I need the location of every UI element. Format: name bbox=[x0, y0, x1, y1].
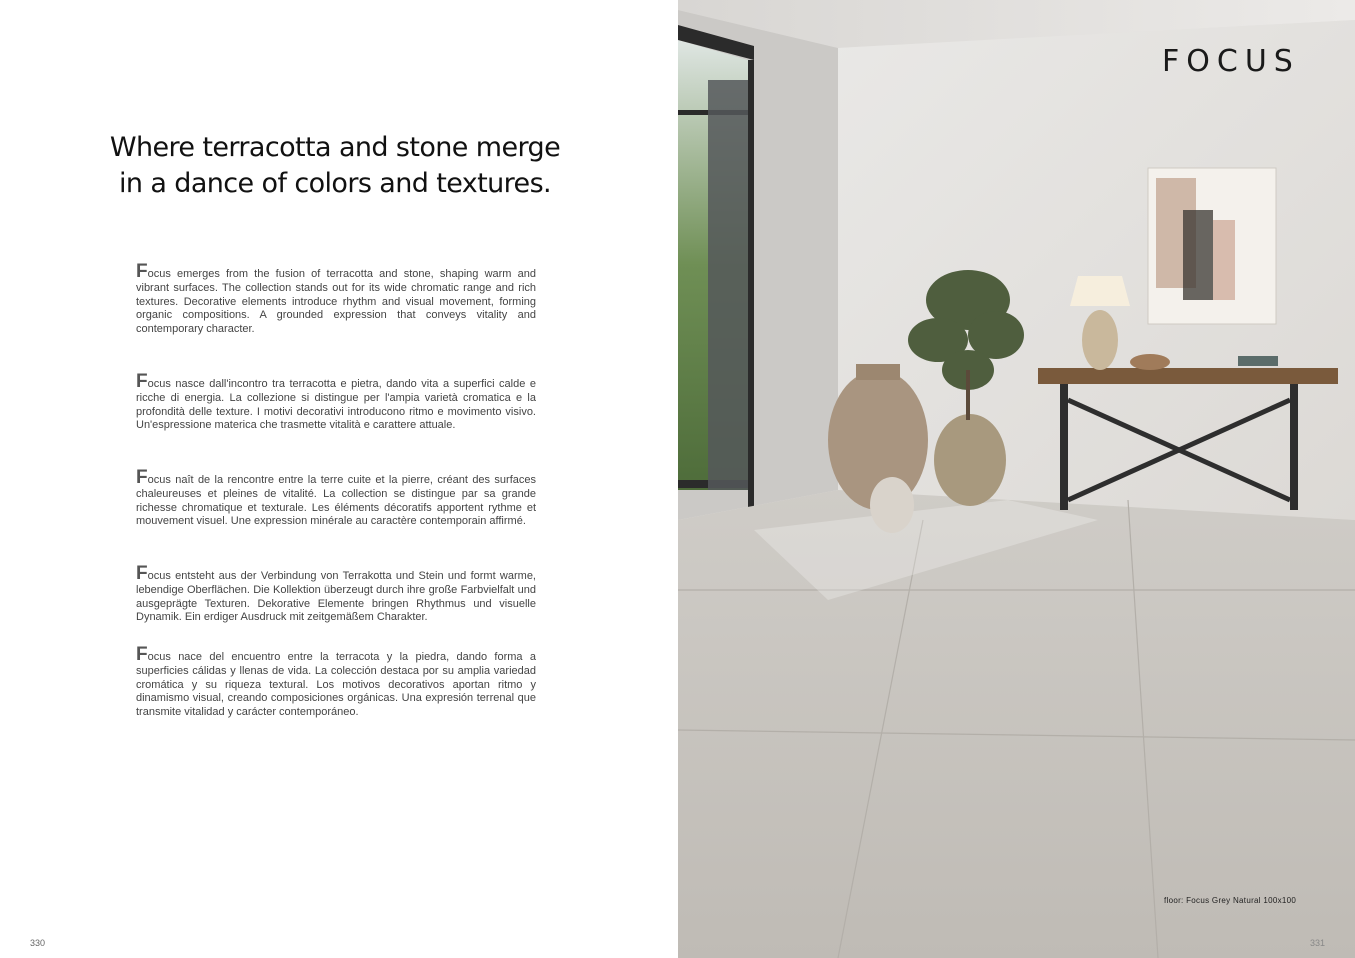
paragraph-text: ocus naît de la rencontre entre la terre cuite et la pierre, créant des surfaces chaleureuses et pleines de vitalité. La collection se distingue par sa grande richesse chromatique et texturale. Les éléments décoratifs apportent rythme et mouvement visuel. Une expression minérale au caractère contemporain affirmé. bbox=[136, 474, 536, 528]
lamp-shade bbox=[1070, 276, 1130, 306]
table-leg bbox=[1290, 384, 1298, 510]
paragraph-english bbox=[136, 261, 536, 337]
drop-cap: F bbox=[136, 261, 148, 282]
paragraph-text: ocus emerges from the fusion of terracotta and stone, shaping warm and vibrant surfaces. The collection stands out for its wide chromatic range and rich textures. Decorative elements introduce rhythm and visual movement, forming organic compositions. A grounded expression that conveys vitality and contemporary character. bbox=[136, 268, 536, 336]
photo-caption: floor: Focus Grey Natural 100x100 bbox=[1164, 896, 1297, 905]
paragraph-french bbox=[136, 467, 536, 529]
paragraph-italian bbox=[136, 371, 536, 433]
window-pillar bbox=[708, 80, 748, 490]
paragraph-text: ocus nace del encuentro entre la terracota y la piedra, dando forma a superficies cálidas y llenas de vida. La colección destaca por su amplia variedad cromática y su riqueza textural. Los motivos decorativos aportan ritmo y dinamismo visual, creando composiciones orgánicas. Una expresión terrenal que transmite vitalidad y carácter contemporáneo. bbox=[136, 651, 536, 719]
paragraph-german bbox=[136, 563, 536, 625]
drop-cap: F bbox=[136, 371, 148, 392]
bowl bbox=[1130, 354, 1170, 370]
books bbox=[1238, 356, 1278, 366]
lamp-base bbox=[1082, 310, 1118, 370]
drop-cap: F bbox=[136, 644, 148, 665]
headline-line-2: in a dance of colors and textures. bbox=[118, 168, 552, 199]
room-illustration bbox=[678, 0, 1355, 958]
headline bbox=[100, 130, 570, 202]
brand-logo: FOCUS bbox=[1162, 44, 1300, 79]
headline-line-1: Where terracotta and stone merge bbox=[109, 132, 561, 163]
page-number-right: 331 bbox=[1310, 938, 1326, 948]
drop-cap: F bbox=[136, 467, 148, 488]
drop-cap: F bbox=[136, 563, 148, 584]
page-number-left: 330 bbox=[30, 938, 46, 948]
vase-neck bbox=[856, 364, 900, 380]
plant-pot bbox=[934, 414, 1006, 506]
window-frame bbox=[748, 60, 754, 530]
table-leg bbox=[1060, 384, 1068, 510]
small-vase bbox=[870, 477, 914, 533]
paragraph-text: ocus entsteht aus der Verbindung von Terrakotta und Stein und formt warme, lebendige Oberflächen. Die Kollektion überzeugt durch ihre große Farbvielfalt und ausgeprägte Texturen. Dekorative Elemente bringen Rhythmus und visuelle Dynamik. Ein erdiger Ausdruck mit zeitgemäßem Charakter. bbox=[136, 570, 536, 624]
artwork-stroke bbox=[1213, 220, 1235, 300]
room-photo bbox=[678, 0, 1355, 958]
plant-stem bbox=[966, 370, 970, 420]
paragraph-spanish bbox=[136, 644, 536, 720]
paragraph-text: ocus nasce dall'incontro tra terracotta e pietra, dando vita a superfici calde e ricche di energia. La collezione si distingue per l'ampia varietà cromatica e la profondità delle texture. I motivi decorativi introducono ritmo e movimento visivo. Un'espressione materica che trasmette vitalità e carattere attuale. bbox=[136, 378, 536, 432]
console-table-top bbox=[1038, 368, 1338, 384]
floor bbox=[678, 490, 1355, 958]
artwork-stroke bbox=[1183, 210, 1213, 300]
